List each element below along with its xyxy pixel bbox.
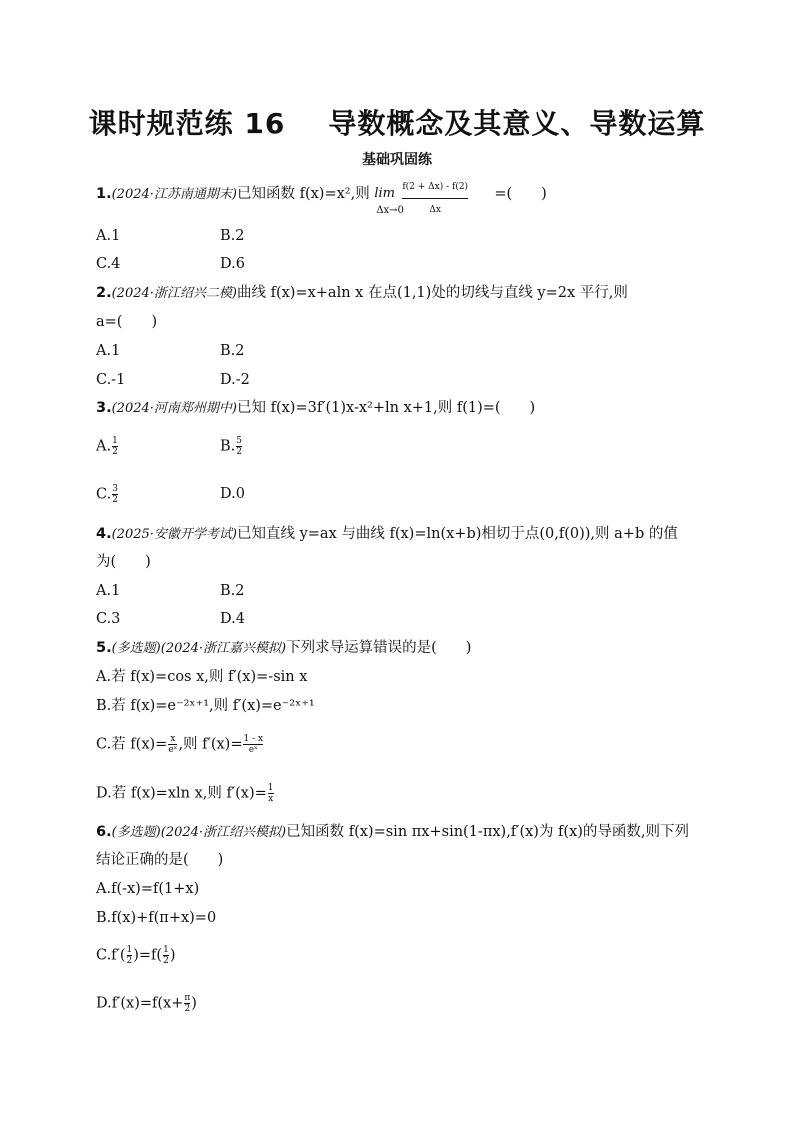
fraction-numerator: 1 bbox=[126, 945, 133, 955]
fraction bbox=[236, 436, 242, 457]
fraction-numerator: 1 - x bbox=[243, 734, 264, 744]
option-d[interactable]: D.6 bbox=[220, 256, 245, 272]
fraction-denominator: 2 bbox=[184, 1004, 191, 1014]
fraction-numerator: 1 bbox=[112, 436, 118, 446]
question-text: 已知 f(x)=3f′(1)x-x²+ln x+1,则 f(1)=( ) bbox=[236, 400, 536, 416]
question-number: 5. bbox=[96, 640, 112, 656]
question-number: 1. bbox=[96, 186, 112, 202]
question-4-stem bbox=[96, 524, 678, 545]
fraction bbox=[268, 783, 274, 804]
option-a[interactable]: A.若 f(x)=cos x,则 f′(x)=-sin x bbox=[96, 669, 308, 685]
fraction-numerator: x bbox=[170, 734, 176, 744]
fraction bbox=[112, 484, 118, 505]
question-5-stem bbox=[96, 638, 471, 659]
fraction bbox=[184, 993, 190, 1014]
option-b[interactable]: B.f(x)+f(π+x)=0 bbox=[96, 910, 217, 926]
option-d[interactable] bbox=[96, 783, 275, 804]
question-source: (2024·河南郑州期中) bbox=[111, 401, 237, 416]
fraction-denominator: 2 bbox=[112, 495, 118, 505]
fraction-numerator: π bbox=[184, 993, 191, 1003]
question-source: (2024·江苏南通期末) bbox=[111, 187, 237, 202]
option-d[interactable]: D.-2 bbox=[220, 372, 250, 388]
fraction-numerator: 1 bbox=[267, 783, 274, 793]
option-text: C.若 f(x)= bbox=[96, 736, 168, 753]
option-c[interactable]: C.-1 bbox=[96, 372, 126, 388]
question-text: 下列求导运算错误的是( ) bbox=[286, 640, 472, 656]
option-a[interactable]: A.1 bbox=[96, 343, 121, 359]
question-text: 已知函数 f(x)=sin πx+sin(1-πx),f′(x)为 f(x)的导函数,则下列 bbox=[286, 824, 690, 840]
option-c[interactable] bbox=[96, 734, 264, 755]
fraction-denominator: Δx bbox=[429, 205, 441, 215]
option-text: ) bbox=[191, 995, 197, 1012]
option-text: ,则 f′(x)= bbox=[178, 736, 243, 753]
page-title: 课时规范练 16 导数概念及其意义、导数运算 bbox=[88, 107, 706, 140]
question-number: 6. bbox=[96, 824, 112, 840]
section-title: 基础巩固练 bbox=[362, 152, 432, 168]
option-a[interactable]: A.f(-x)=f(1+x) bbox=[96, 881, 200, 897]
question-text: 已知直线 y=ax 与曲线 f(x)=ln(x+b)相切于点(0,f(0)),则 a+b 的值 bbox=[236, 526, 678, 542]
fraction-numerator: 3 bbox=[112, 484, 118, 494]
question-number: 4. bbox=[96, 526, 112, 542]
option-text: )=f( bbox=[133, 947, 163, 964]
option-c[interactable]: C.4 bbox=[96, 256, 121, 272]
question-source: (2024·浙江绍兴二模) bbox=[111, 286, 237, 301]
option-a[interactable]: A.1 bbox=[96, 228, 121, 244]
fraction-denominator: 2 bbox=[112, 447, 118, 457]
question-4-stem-cont: 为( ) bbox=[96, 554, 151, 570]
limit-fraction bbox=[402, 177, 468, 220]
option-text: C.f′( bbox=[96, 947, 126, 964]
fraction-denominator: 2 bbox=[163, 956, 169, 966]
fraction-denominator: eˣ bbox=[168, 745, 178, 755]
fraction bbox=[112, 436, 118, 457]
option-c[interactable] bbox=[96, 484, 119, 505]
option-b[interactable]: B.2 bbox=[220, 228, 245, 244]
question-source: (2025·安徽开学考试) bbox=[111, 527, 237, 542]
fraction-numerator: f(2 + Δx) - f(2) bbox=[402, 182, 469, 192]
fraction-bar bbox=[402, 198, 468, 199]
option-a[interactable]: A.1 bbox=[96, 583, 121, 599]
fraction bbox=[243, 734, 263, 755]
fraction-numerator: 5 bbox=[236, 436, 242, 446]
question-text: 已知函数 f(x)=x²,则 bbox=[236, 186, 370, 202]
lim-word: lim bbox=[374, 186, 395, 201]
option-c[interactable] bbox=[96, 945, 176, 966]
option-label: B. bbox=[220, 438, 236, 455]
option-b[interactable]: B.2 bbox=[220, 583, 245, 599]
option-c[interactable]: C.3 bbox=[96, 611, 121, 627]
question-1-stem bbox=[96, 182, 547, 216]
limit-expression bbox=[374, 182, 494, 216]
question-6-stem-cont: 结论正确的是( ) bbox=[96, 852, 224, 868]
question-text: 曲线 f(x)=x+aln x 在点(1,1)处的切线与直线 y=2x 平行,则 bbox=[236, 285, 628, 301]
fraction bbox=[163, 945, 169, 966]
option-label: C. bbox=[96, 486, 112, 503]
question-number: 3. bbox=[96, 400, 112, 416]
option-a[interactable] bbox=[96, 436, 119, 457]
option-label: A. bbox=[96, 438, 112, 455]
fraction-denominator: eˣ bbox=[248, 745, 258, 755]
option-text: D.f′(x)=f(x+ bbox=[96, 995, 184, 1012]
option-d[interactable] bbox=[96, 993, 197, 1014]
option-b[interactable]: B.若 f(x)=e⁻²ˣ⁺¹,则 f′(x)=e⁻²ˣ⁺¹ bbox=[96, 698, 315, 714]
question-source: (多选题)(2024·浙江嘉兴模拟) bbox=[111, 641, 287, 656]
fraction-numerator: 1 bbox=[163, 945, 169, 955]
question-6-stem bbox=[96, 822, 689, 843]
option-d[interactable]: D.0 bbox=[220, 486, 245, 502]
question-2-stem bbox=[96, 283, 628, 304]
option-text: ) bbox=[169, 947, 176, 964]
question-source: (多选题)(2024·浙江绍兴模拟) bbox=[111, 825, 287, 840]
fraction bbox=[168, 734, 177, 755]
option-text: D.若 f(x)=xln x,则 f′(x)= bbox=[96, 785, 267, 802]
option-b[interactable]: B.2 bbox=[220, 343, 245, 359]
fraction-denominator: 2 bbox=[236, 447, 242, 457]
question-text-end: =( ) bbox=[494, 186, 547, 202]
question-3-stem bbox=[96, 398, 535, 419]
option-b[interactable] bbox=[220, 436, 243, 457]
question-number: 2. bbox=[96, 285, 112, 301]
fraction bbox=[127, 945, 133, 966]
option-d[interactable]: D.4 bbox=[220, 611, 245, 627]
fraction-denominator: 2 bbox=[126, 956, 133, 966]
fraction-denominator: x bbox=[268, 794, 274, 804]
question-2-stem-cont: a=( ) bbox=[96, 314, 158, 330]
lim-subscript: Δx→0 bbox=[376, 205, 404, 216]
